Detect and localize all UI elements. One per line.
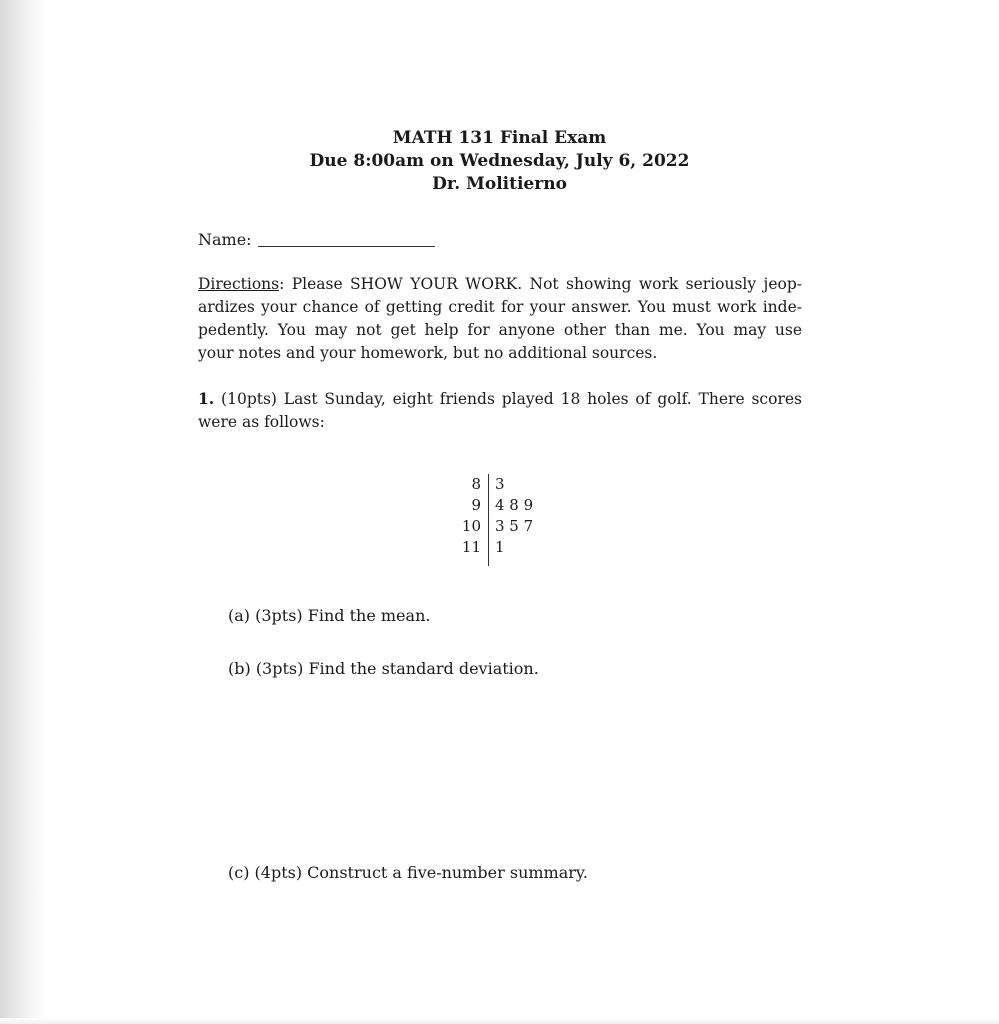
page-bottom-shadow (0, 1018, 999, 1024)
question-1-line-1: 1. (10pts) Last Sunday, eight friends played 18 holes of golf. There scores (198, 389, 802, 408)
stem-value: 9 (471, 496, 481, 514)
exam-title: MATH 131 Final Exam (392, 128, 607, 148)
question-part-c: (c) (4pts) Construct a five-number summary. (228, 863, 588, 882)
leaf-column (495, 474, 533, 558)
directions-paragraph (198, 273, 802, 365)
directions-line-2: ardizes your chance of getting credit for your answer. You must work inde- (198, 298, 802, 316)
leaf-values: 3 5 7 (495, 517, 534, 535)
question-1-text (198, 387, 802, 434)
directions-line-1: Directions: Please SHOW YOUR WORK. Not showing work seriously jeop- (198, 275, 802, 293)
name-label: Name: (198, 230, 252, 249)
question-part-b: (b) (3pts) Find the standard deviation. (228, 659, 539, 678)
leaf-values: 1 (495, 538, 505, 556)
stem-value: 10 (461, 517, 481, 535)
question-number: 1. (198, 389, 215, 408)
leaf-values: 3 (495, 475, 505, 493)
exam-due-date: Due 8:00am on Wednesday, July 6, 2022 (309, 151, 690, 171)
exam-header (0, 127, 999, 196)
question-part-a: (a) (3pts) Find the mean. (228, 606, 431, 625)
name-blank-line (258, 246, 435, 247)
stem-and-leaf-plot (444, 474, 564, 566)
leaf-values: 4 8 9 (495, 496, 534, 514)
stem-column (444, 474, 481, 558)
question-1-line-2: were as follows: (198, 413, 325, 431)
stem-value: 8 (471, 475, 481, 493)
directions-line-3: pedently. You may not get help for anyone other than me. You may use (198, 321, 802, 339)
stem-leaf-divider (488, 474, 489, 566)
exam-instructor: Dr. Molitierno (432, 174, 567, 194)
directions-line-4: your notes and your homework, but no additional sources. (198, 344, 658, 362)
directions-label: Directions (198, 275, 280, 293)
stem-value: 11 (461, 538, 481, 556)
